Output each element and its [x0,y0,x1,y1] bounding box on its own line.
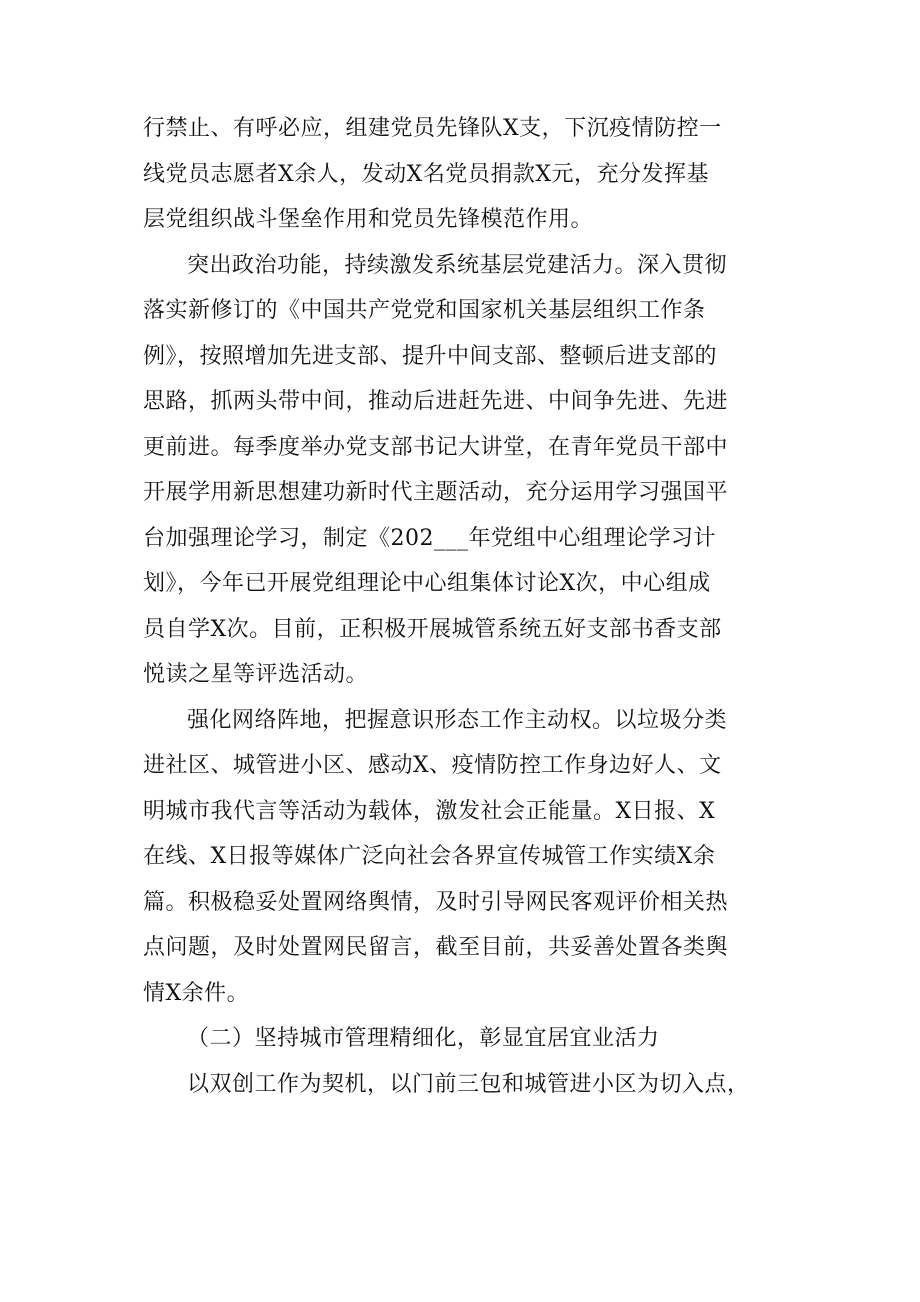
text-line: 台加强理论学习，制定《202___年党组中心组理论学习计 [143,525,716,551]
text-line: 行禁止、有呼必应，组建党员先锋队X支，下沉疫情防控一 [143,116,722,141]
text-line: 在线、X日报等媒体广泛向社会各界宣传城管工作实绩X余 [143,844,716,869]
paragraph-start-line: 强化网络阵地，把握意识形态工作主动权。以垃圾分类 [187,707,728,733]
paragraph-start-line: 突出政治功能，持续激发系统基层党建活力。深入贯彻 [187,252,728,278]
paragraph-start-line: 以双创工作为契机，以门前三包和城管进小区为切入点， [187,1071,750,1097]
text-line: 明城市我代言等活动为载体，激发社会正能量。X日报、X [143,798,716,824]
text-line: 点问题，及时处置网民留言，截至目前，共妥善处置各类舆 [143,935,729,960]
text-line: 悦读之星等评选活动。 [143,662,369,687]
section-heading: （二）坚持城市管理精细化，彰显宜居宜业活力 [187,1026,660,1051]
text-line: 线党员志愿者X余人，发动X名党员捐款X元，充分发挥基 [143,161,709,187]
document-body [143,106,783,1107]
text-line: 情X余件。 [143,980,250,1006]
text-line: 落实新修订的《中国共产党党和国家机关基层组织工作条 [143,298,706,323]
text-line: 篇。积极稳妥处置网络舆情，及时引导网民客观评价相关热 [143,889,729,915]
text-line: 开展学用新思想建功新时代主题活动，充分运用学习强国平 [143,480,729,505]
text-line: 更前进。每季度举办党支部书记大讲堂，在青年党员干部中 [143,434,729,460]
text-line: 思路，抓两头带中间，推动后进赶先进、中间争先进、先进 [143,389,729,414]
text-line: 层党组织战斗堡垒作用和党员先锋模范作用。 [143,207,594,232]
text-line: 例》，按照增加先进支部、提升中间支部、整顿后进支部的 [143,343,718,369]
text-line: 员自学X次。目前，正积极开展城管系统五好支部书香支部 [143,616,722,642]
text-line: 进社区、城管进小区、感动X、疫情防控工作身边好人、文 [143,753,722,778]
text-line: 划》，今年已开展党组理论中心组集体讨论X次，中心组成 [143,571,711,596]
